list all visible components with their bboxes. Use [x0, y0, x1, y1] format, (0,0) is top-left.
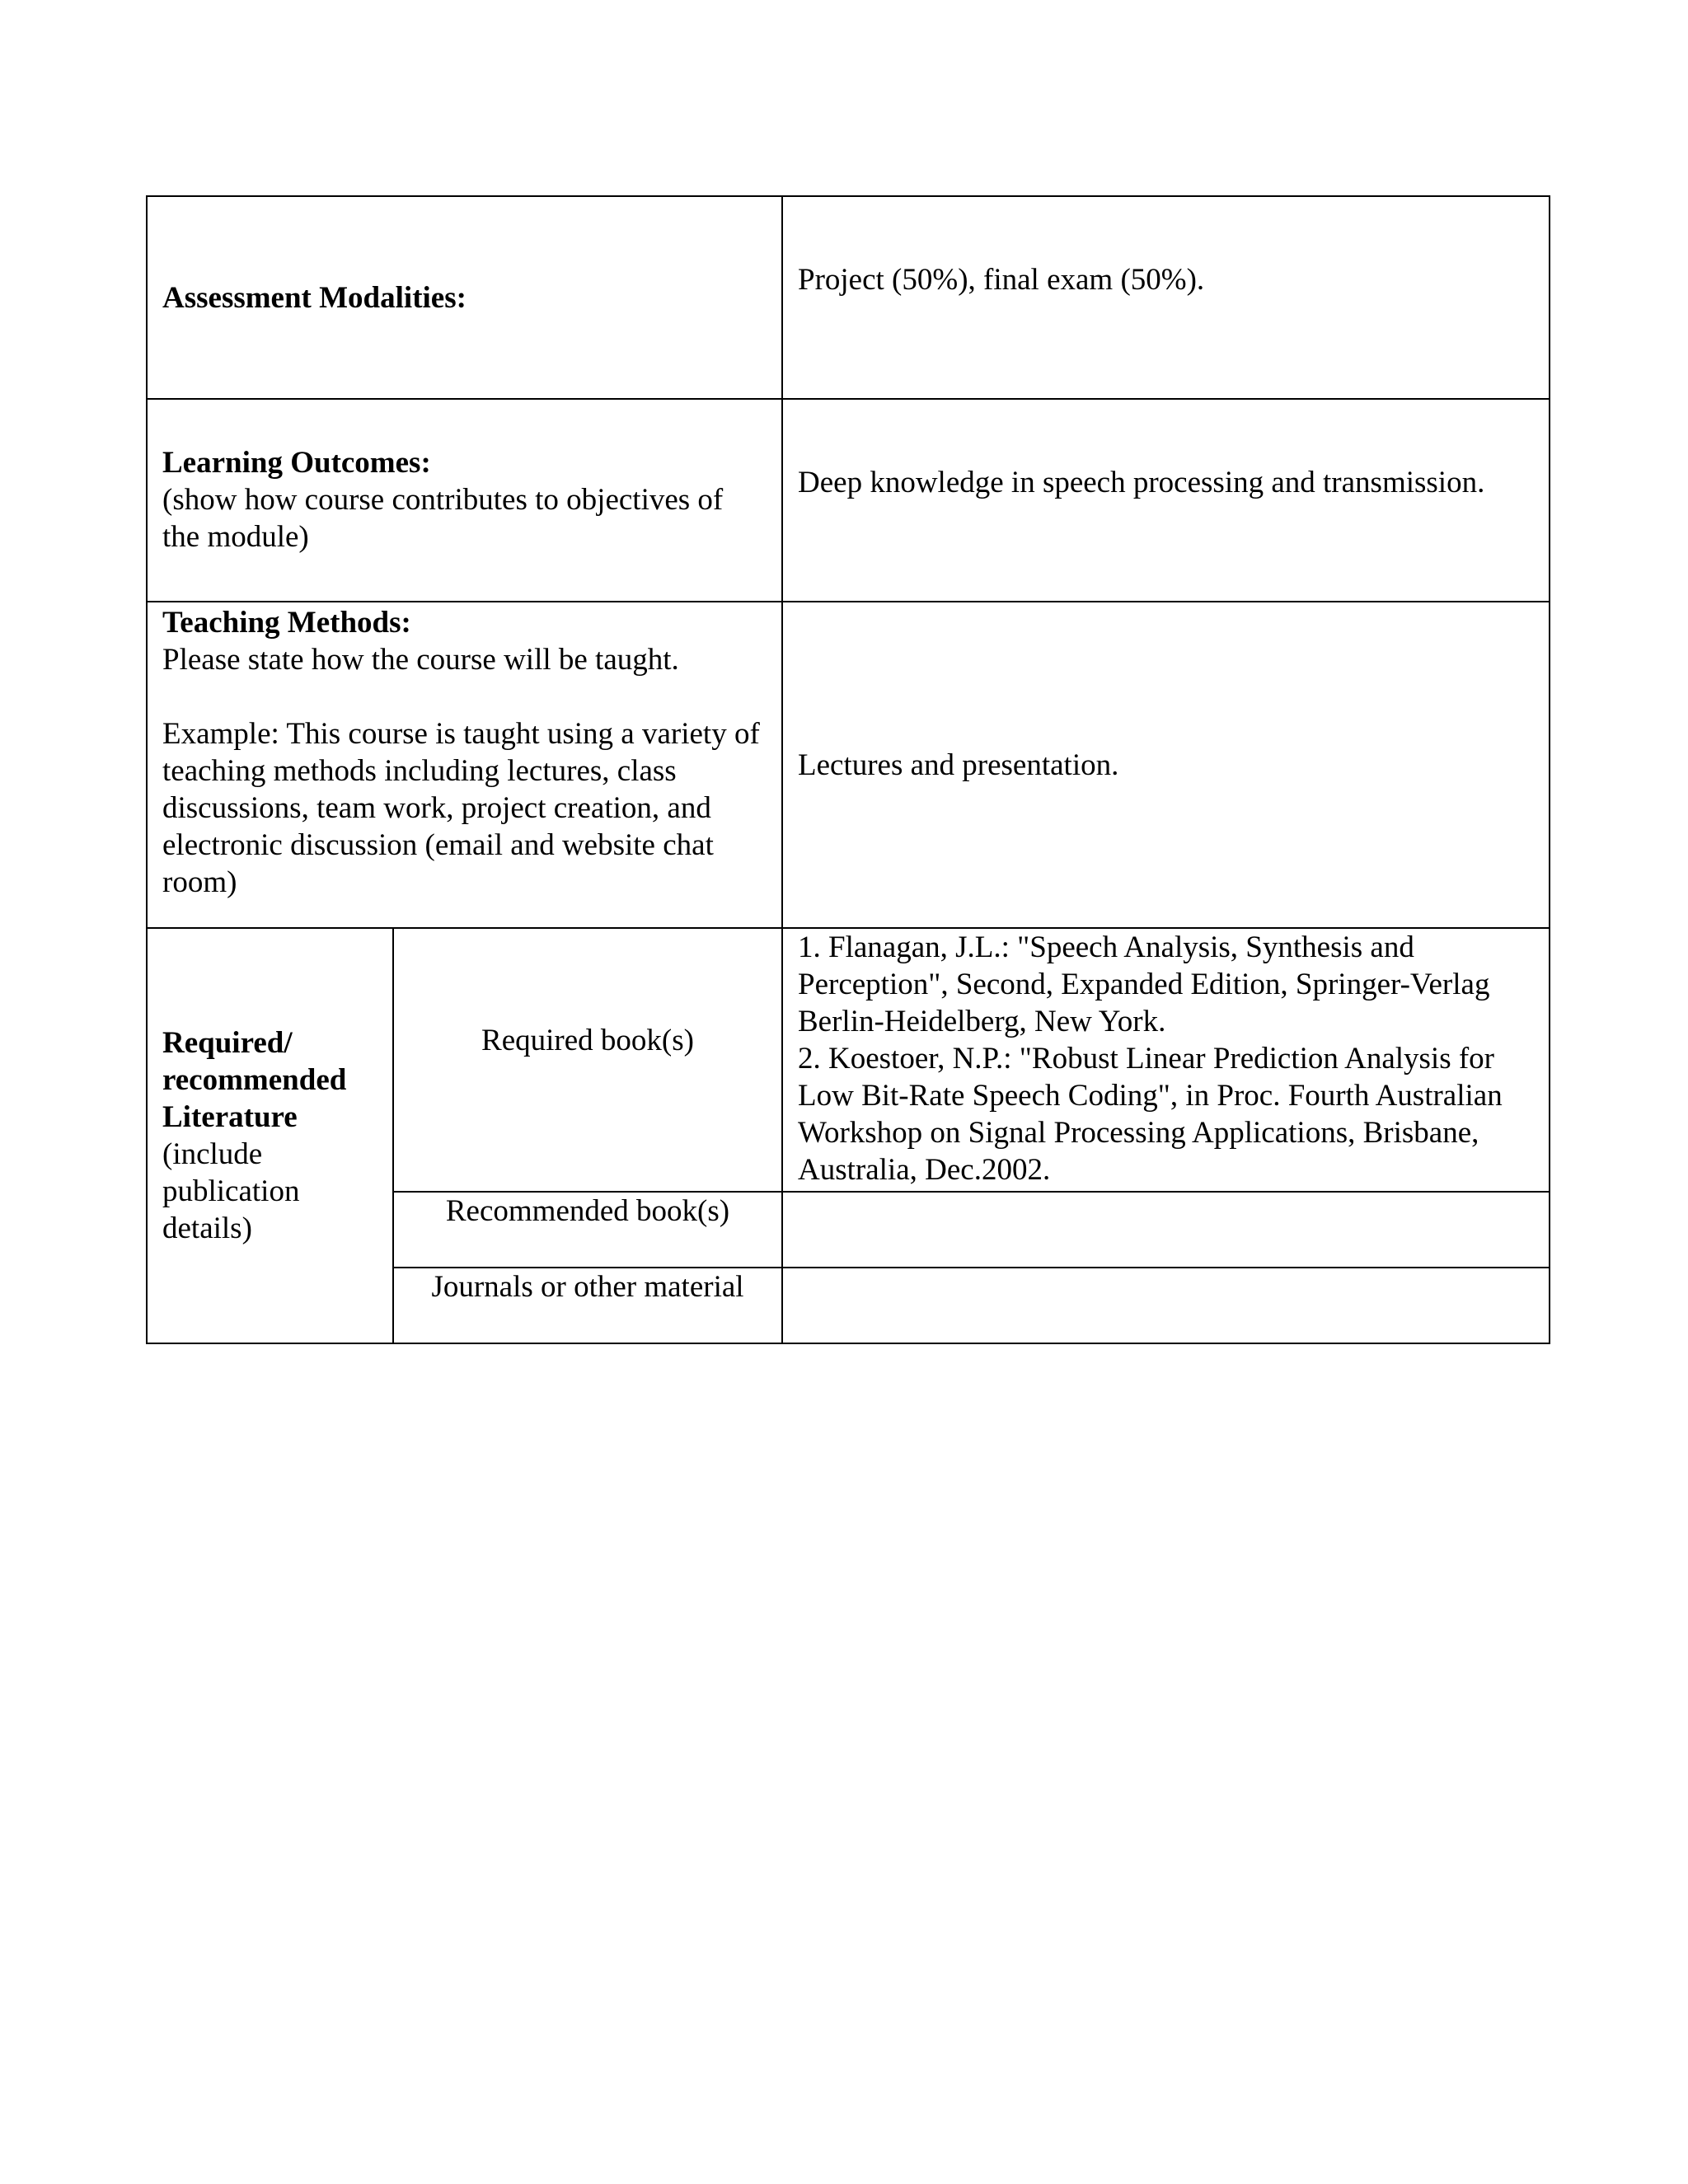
literature-label-line-3: Literature	[162, 1100, 298, 1134]
teaching-methods-example: Example: This course is taught using a variety of teaching methods including lectures, class discussions, team work, project creation, and electronic discussion (email and website chat room)	[162, 717, 760, 899]
teaching-methods-value: Lectures and presentation.	[798, 748, 1119, 782]
teaching-methods-label-cell	[147, 602, 782, 928]
required-book-item: 1. Flanagan, J.L.: "Speech Analysis, Synthesis and Perception", Second, Expanded Edition, Springer-Verlag Berlin-Heidelberg, New York.	[798, 930, 1490, 1038]
learning-outcomes-value-cell	[782, 399, 1550, 602]
recommended-books-value-cell	[782, 1192, 1550, 1268]
journals-label-cell	[393, 1268, 782, 1343]
teaching-methods-label: Teaching Methods:	[162, 606, 411, 640]
learning-outcomes-label-cell	[147, 399, 782, 602]
literature-note: (include publication details)	[162, 1137, 300, 1245]
journals-value-cell	[782, 1268, 1550, 1343]
recommended-books-label: Recommended book(s)	[445, 1194, 730, 1228]
literature-label-line-2: recommended	[162, 1063, 347, 1097]
course-details-table	[146, 195, 1550, 1344]
teaching-methods-instruction: Please state how the course will be taught.	[162, 643, 679, 677]
assessment-label-cell	[147, 196, 782, 399]
required-book-item: 2. Koestoer, N.P.: "Robust Linear Prediction Analysis for Low Bit-Rate Speech Coding", in Proc. Fourth Australian Workshop on Signal Processing Applications, Brisbane, Australia, Dec.2002.	[798, 1042, 1503, 1187]
learning-outcomes-value: Deep knowledge in speech processing and transmission.	[798, 466, 1485, 499]
learning-outcomes-label: Learning Outcomes:	[162, 446, 431, 480]
required-books-label: Required book(s)	[481, 1024, 694, 1057]
literature-label-line-1: Required/	[162, 1026, 293, 1060]
teaching-methods-value-cell	[782, 602, 1550, 928]
teaching-methods-row	[147, 602, 1550, 928]
required-books-value-cell	[782, 928, 1550, 1192]
literature-label-cell	[147, 928, 393, 1343]
spacer	[162, 678, 767, 715]
required-books-row	[147, 928, 1550, 1192]
learning-outcomes-row	[147, 399, 1550, 602]
assessment-value-cell	[782, 196, 1550, 399]
assessment-row	[147, 196, 1550, 399]
journals-label: Journals or other material	[431, 1270, 744, 1304]
recommended-books-label-cell	[393, 1192, 782, 1268]
assessment-value: Project (50%), final exam (50%).	[798, 263, 1205, 297]
assessment-label: Assessment Modalities:	[162, 281, 467, 315]
required-books-label-cell	[393, 928, 782, 1192]
learning-outcomes-note: (show how course contributes to objectives of the module)	[162, 483, 724, 554]
